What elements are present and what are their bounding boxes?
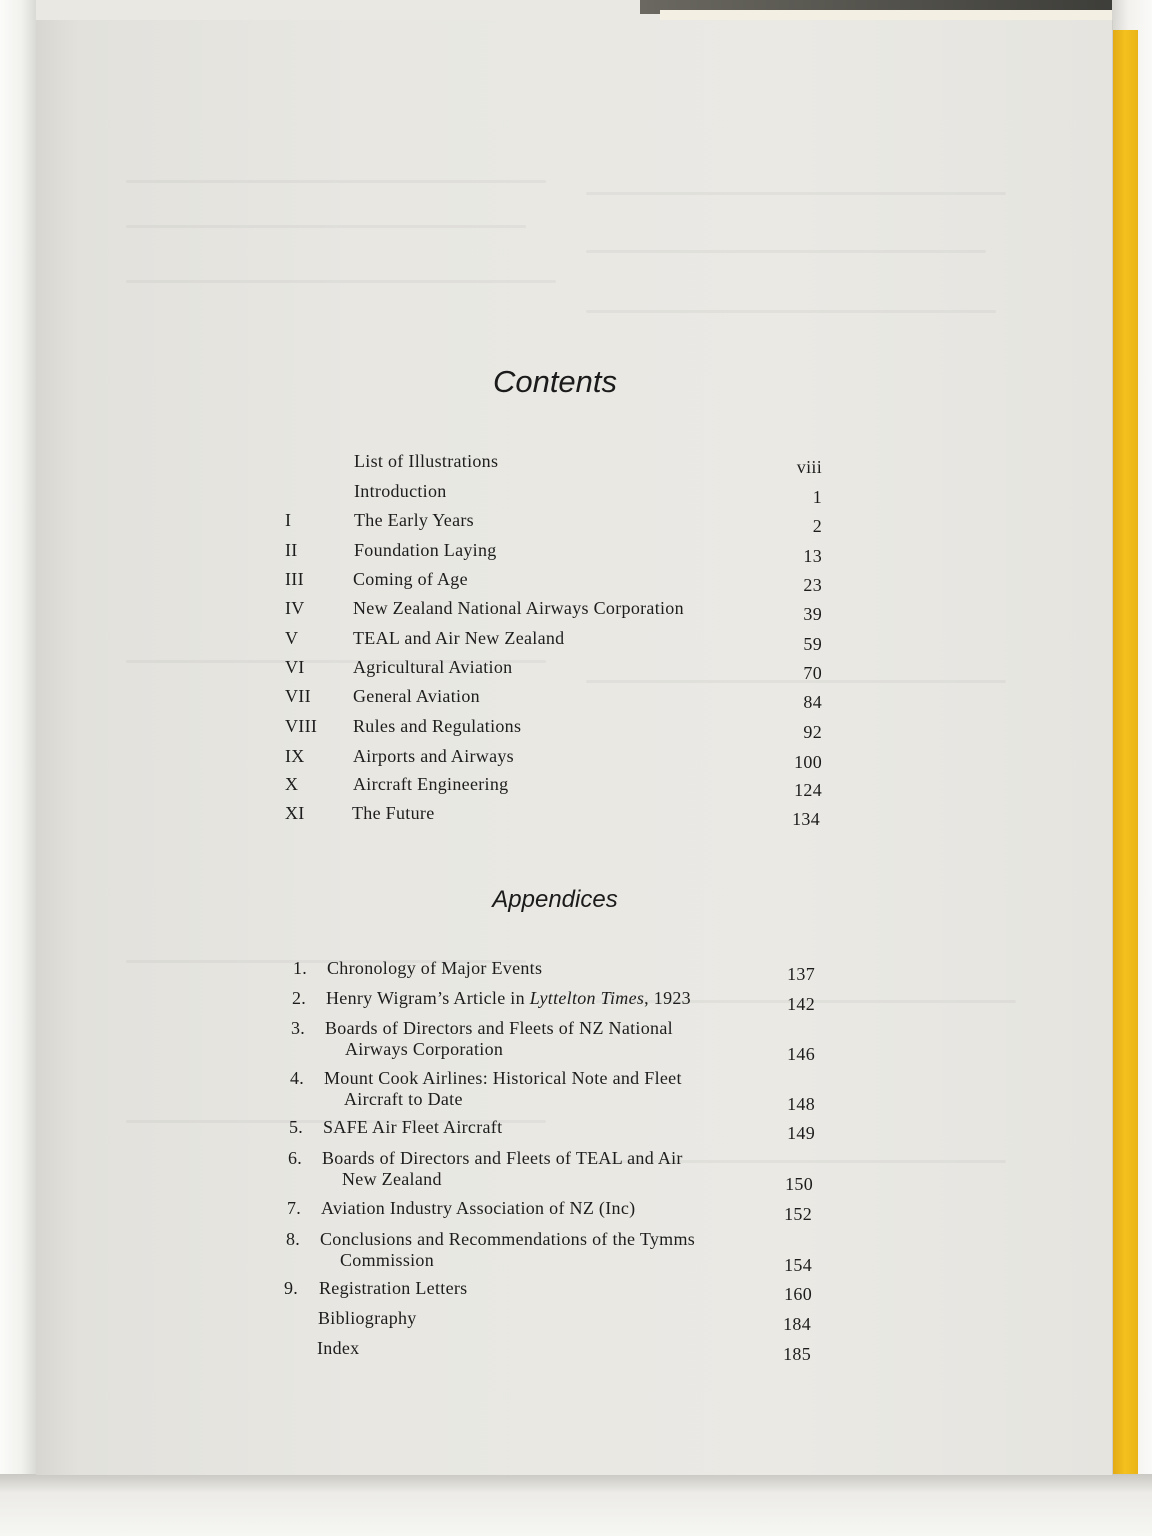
appendix-title	[320, 1229, 695, 1270]
appendix-number: 4.	[290, 1068, 305, 1088]
chapter-number: XI	[285, 803, 305, 823]
chapter-title: Rules and Regulations	[353, 716, 522, 736]
chapter-title: Aircraft Engineering	[353, 774, 509, 794]
chapter-number: VIII	[285, 716, 318, 736]
appendix-title-line: Conclusions and Recommendations of the Tymms	[320, 1229, 696, 1249]
chapter-title: Foundation Laying	[354, 540, 497, 560]
appendix-page: 154	[784, 1255, 812, 1275]
appendix-title-continuation: New Zealand	[342, 1169, 442, 1189]
chapter-number: VI	[285, 657, 305, 677]
appendix-page: 142	[787, 994, 815, 1014]
chapter-number: X	[285, 774, 299, 794]
appendix-page: 184	[783, 1314, 811, 1334]
appendix-title: Bibliography	[318, 1308, 417, 1328]
appendix-number: 9.	[284, 1278, 299, 1298]
chapter-title: Introduction	[354, 481, 447, 501]
appendix-number: 2.	[292, 988, 307, 1008]
newspaper-title: Lyttelton Times	[529, 988, 645, 1008]
chapter-number: V	[285, 628, 299, 648]
chapter-title: TEAL and Air New Zealand	[353, 628, 565, 648]
appendix-page: 149	[787, 1123, 815, 1143]
chapter-title: List of Illustrations	[354, 451, 499, 471]
appendix-page: 160	[784, 1284, 812, 1304]
appendix-title-line: Mount Cook Airlines: Historical Note and Fleet	[324, 1068, 682, 1088]
appendix-title: Chronology of Major Events	[327, 958, 543, 978]
appendix-title	[322, 1148, 683, 1189]
chapter-title: Airports and Airways	[353, 746, 514, 766]
chapter-number: IX	[285, 746, 305, 766]
appendix-title	[326, 988, 691, 1009]
chapter-title: Agricultural Aviation	[353, 657, 513, 677]
chapter-page: 23	[803, 575, 822, 595]
appendix-title-continuation: Aircraft to Date	[344, 1089, 463, 1109]
appendix-title-text: Henry Wigram’s Article in	[326, 988, 530, 1008]
appendix-title: Index	[317, 1338, 360, 1358]
chapter-title: The Future	[352, 803, 435, 823]
chapter-page: viii	[796, 457, 822, 477]
appendix-number: 7.	[287, 1198, 302, 1218]
chapter-page: 84	[803, 692, 822, 712]
appendix-number: 8.	[286, 1229, 301, 1249]
appendix-page: 146	[787, 1044, 815, 1064]
chapter-page: 13	[803, 546, 822, 566]
appendix-title-line: Boards of Directors and Fleets of TEAL and Air	[322, 1148, 683, 1168]
chapter-page: 39	[803, 604, 822, 624]
appendix-title	[325, 1018, 673, 1059]
appendix-title-text: , 1923	[644, 988, 691, 1008]
appendix-page: 152	[784, 1204, 812, 1224]
chapter-title: New Zealand National Airways Corporation	[353, 598, 684, 618]
appendix-number: 1.	[293, 958, 308, 978]
chapter-number: VII	[285, 686, 311, 706]
chapter-number: IV	[285, 598, 305, 618]
appendix-number: 6.	[288, 1148, 303, 1168]
chapter-page: 134	[792, 809, 820, 829]
appendix-title: Registration Letters	[319, 1278, 468, 1298]
chapter-page: 92	[803, 722, 822, 742]
chapter-page: 1	[812, 487, 822, 507]
appendix-page: 185	[783, 1344, 811, 1364]
appendix-title: SAFE Air Fleet Aircraft	[323, 1117, 503, 1137]
appendix-page: 137	[787, 964, 815, 984]
contents-heading: Contents	[492, 364, 618, 399]
appendix-title	[324, 1068, 682, 1109]
chapter-title: Coming of Age	[353, 569, 468, 589]
appendix-title: Aviation Industry Association of NZ (Inc)	[321, 1198, 636, 1218]
chapter-page: 124	[794, 780, 822, 800]
appendix-title-continuation: Commission	[340, 1250, 435, 1270]
appendix-page: 148	[787, 1094, 815, 1114]
chapter-number: III	[285, 569, 304, 589]
chapter-page: 2	[812, 516, 822, 536]
chapter-number: I	[285, 510, 292, 530]
appendices-heading: Appendices	[492, 886, 618, 913]
chapter-page: 70	[803, 663, 822, 683]
appendix-number: 5.	[289, 1117, 304, 1137]
appendix-title-continuation: Airways Corporation	[345, 1039, 504, 1059]
appendix-title-line: Boards of Directors and Fleets of NZ National	[325, 1018, 673, 1038]
chapter-number: II	[285, 540, 298, 560]
chapter-title: General Aviation	[353, 686, 480, 706]
chapter-page: 100	[794, 752, 822, 772]
appendix-number: 3.	[291, 1018, 306, 1038]
chapter-page: 59	[803, 634, 822, 654]
appendix-page: 150	[785, 1174, 813, 1194]
chapter-title: The Early Years	[354, 510, 474, 530]
